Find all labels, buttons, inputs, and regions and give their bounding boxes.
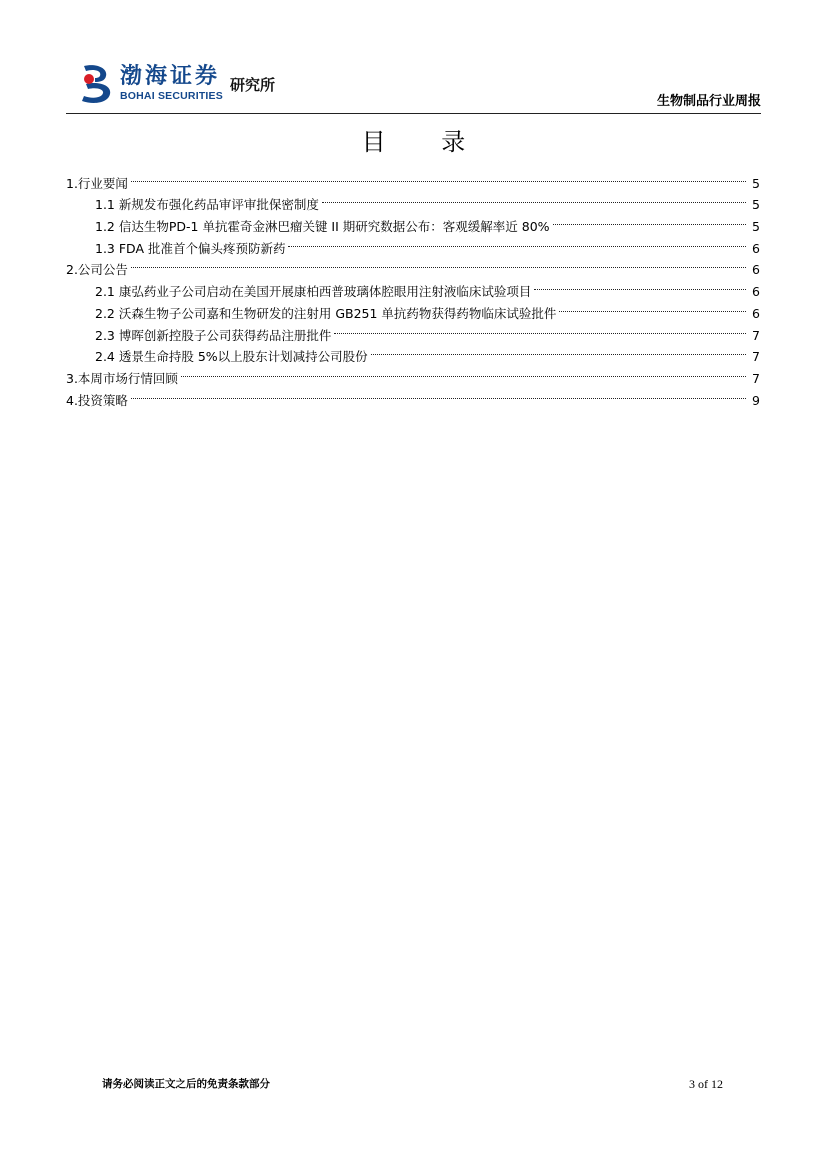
toc-entry-text: 3.本周市场行情回顾 — [66, 370, 178, 386]
toc-entry-text: 2.2 沃森生物子公司嘉和生物研发的注射用 GB251 单抗药物获得药物临床试验批件 — [95, 305, 557, 321]
toc-dot-leader — [131, 253, 746, 275]
toc-page-number: 5 — [752, 197, 760, 213]
toc-dot-leader — [131, 166, 746, 188]
toc-entry-text: 2.公司公告 — [66, 262, 128, 278]
toc-entry[interactable] — [66, 166, 760, 191]
bohai-securities-logo — [80, 64, 290, 106]
toc-entry-text: 1.2 信达生物PD-1 单抗霍奇金淋巴瘤关键 II 期研究数据公布：客观缓解率近 80% — [95, 219, 550, 235]
toc-dot-leader — [371, 340, 746, 362]
header-divider — [66, 113, 761, 114]
toc-entry[interactable] — [66, 253, 760, 278]
toc-page-number: 5 — [752, 219, 760, 235]
toc-entry-text: 2.1 康弘药业子公司启动在美国开展康柏西普玻璃体腔眼用注射液临床试验项目 — [95, 284, 532, 300]
institute-label: 研究所 — [230, 76, 276, 94]
toc-dot-leader — [534, 274, 746, 296]
toc-page-number: 7 — [752, 327, 760, 343]
toc-entry[interactable] — [66, 383, 760, 408]
toc-page-number: 6 — [752, 284, 760, 300]
toc-dot-leader — [559, 296, 746, 318]
toc-entry-text: 2.3 博晖创新控股子公司获得药品注册批件 — [95, 327, 332, 343]
toc-dot-leader — [322, 188, 746, 210]
toc-page-number: 7 — [752, 349, 760, 365]
page-indicator: 3 of 12 — [689, 1077, 723, 1091]
toc-page-number: 7 — [752, 370, 760, 386]
toc-page-number: 9 — [752, 392, 760, 408]
toc-page-number: 5 — [752, 175, 760, 191]
disclaimer-note: 请务必阅读正文之后的免责条款部分 — [102, 1078, 270, 1090]
toc-entry[interactable] — [66, 274, 760, 300]
toc-dot-leader — [553, 209, 746, 231]
report-type-label: 生物制品行业周报 — [656, 94, 761, 109]
logo-english-name: BOHAI SECURITIES — [120, 90, 223, 102]
toc-entry[interactable] — [66, 188, 760, 213]
toc-dot-leader — [181, 361, 746, 383]
toc-page-number: 6 — [752, 262, 760, 278]
toc-dot-leader — [288, 231, 746, 253]
toc-entry-text: 1.行业要闻 — [66, 175, 128, 191]
toc-dot-leader — [131, 383, 746, 405]
bohai-logo-icon — [80, 64, 114, 104]
toc-entry-text: 1.3 FDA 批准首个偏头疼预防新药 — [95, 240, 286, 256]
toc-page-number: 6 — [752, 305, 760, 321]
toc-title: 目 录 — [361, 128, 490, 156]
logo-chinese-name: 渤海证券 — [120, 63, 221, 89]
table-of-contents — [66, 166, 760, 408]
toc-page-number: 6 — [752, 240, 760, 256]
toc-dot-leader — [334, 318, 746, 340]
toc-entry-text: 2.4 透景生命持股 5%以上股东计划减持公司股份 — [95, 349, 368, 365]
toc-entry-text: 1.1 新规发布强化药品审评审批保密制度 — [95, 197, 319, 213]
toc-entry-text: 4.投资策略 — [66, 392, 128, 408]
